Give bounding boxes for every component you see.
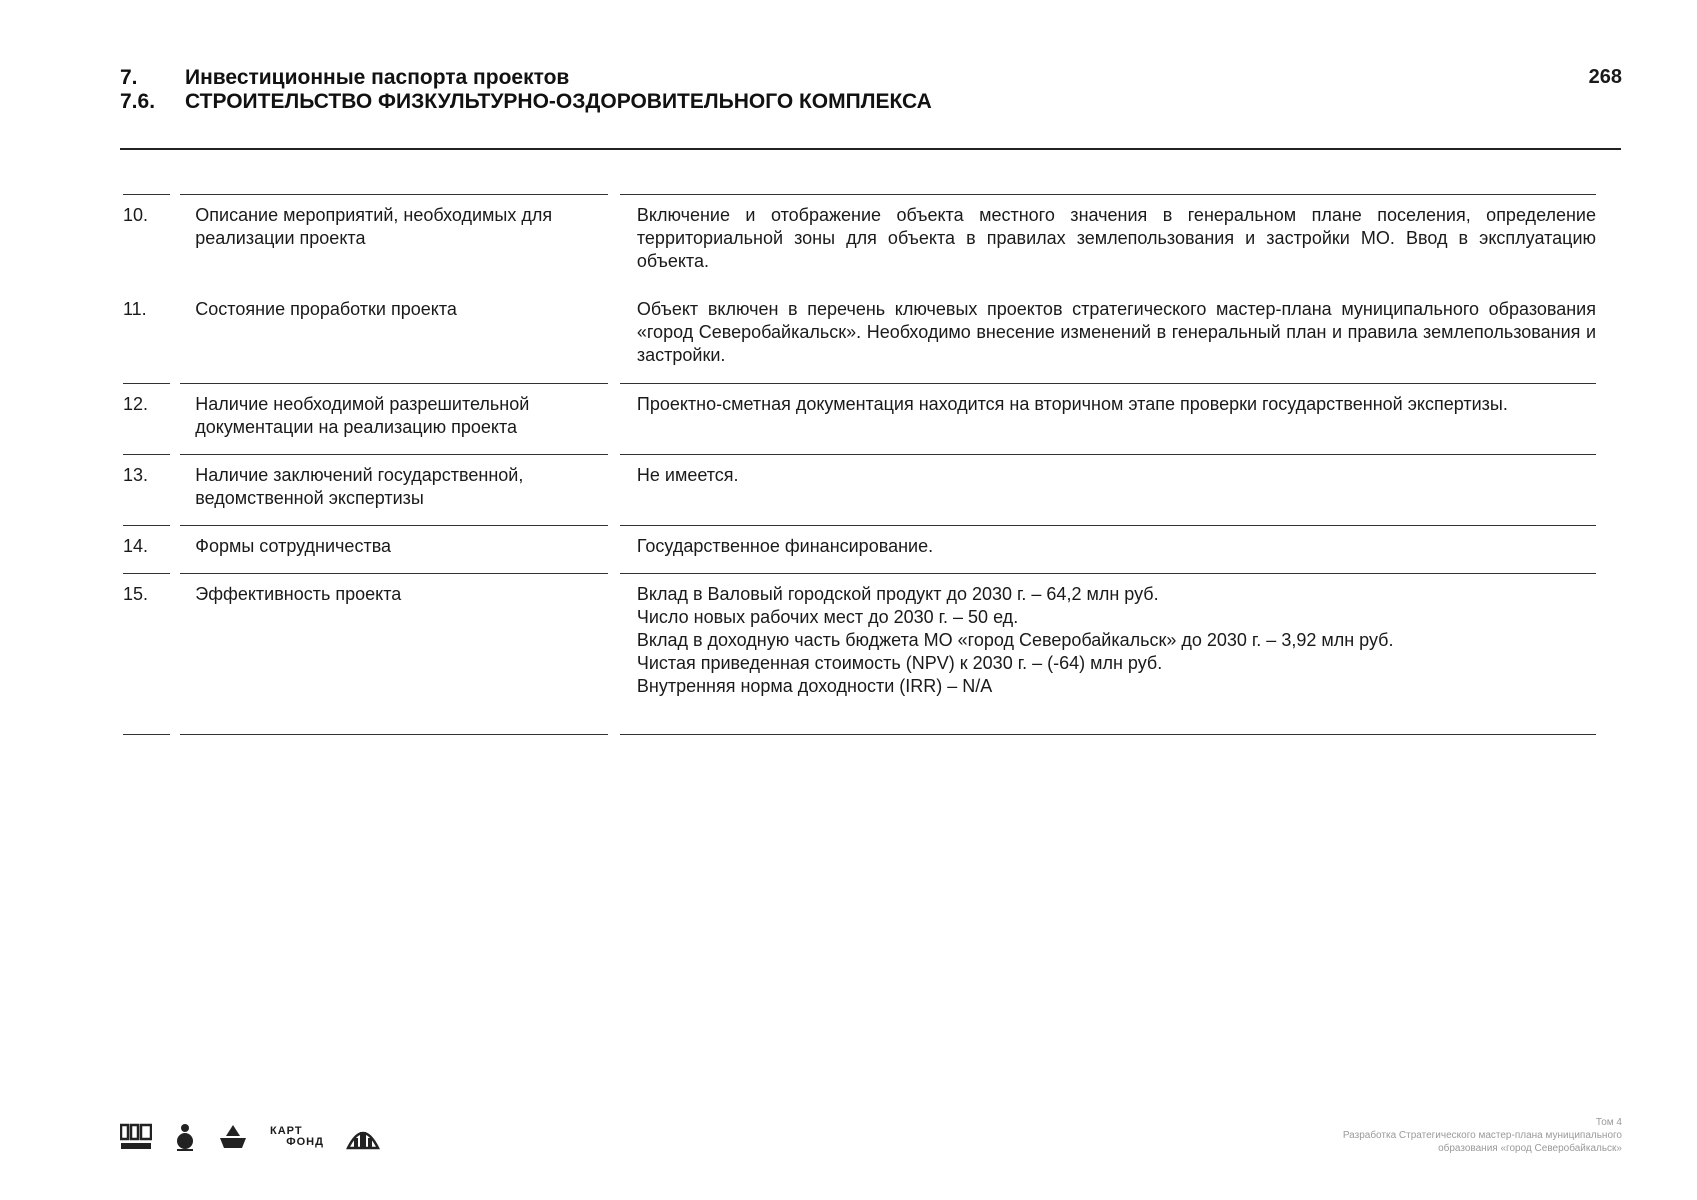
footer-logos: [120, 1122, 380, 1152]
figure-logo-icon: [174, 1122, 196, 1152]
kartfond-line2: ФОНД: [286, 1136, 324, 1148]
section-title: СТРОИТЕЛЬСТВО ФИЗКУЛЬТУРНО-ОЗДОРОВИТЕЛЬНОГО КОМПЛЕКСА: [185, 90, 932, 113]
section-heading: [120, 90, 1620, 114]
row-value: Проектно-сметная документация находится на вторичном этапе проверки государственной экспертизы.: [636, 394, 1508, 414]
row-value: [620, 574, 1596, 698]
boat-logo-icon: [218, 1122, 248, 1152]
row-number: 12.: [123, 394, 149, 414]
page-number: 268: [1588, 66, 1622, 88]
row-value: Включение и отображение объекта местного значения в генеральном плане поселения, определение территориальной зоны для объекта в правилах землепользования и застройки МО. Ввод в эксплуатацию объекта.: [636, 205, 1596, 271]
table-bottom-divider: [123, 734, 1596, 735]
table-row: [123, 574, 1596, 734]
footer-volume: Том 4: [1595, 1117, 1622, 1128]
kartfond-logo-icon: [270, 1126, 324, 1148]
kartfond-line1: КАРТ: [270, 1125, 303, 1137]
table-row: [123, 289, 1596, 383]
row-number: 14.: [123, 536, 149, 556]
table-row: [123, 384, 1596, 454]
row-label: Наличие необходимой разрешительной документации на реализацию проекта: [195, 394, 530, 437]
row-label: Эффективность проекта: [195, 584, 402, 604]
page-header: [120, 66, 1620, 114]
row-label: Состояние проработки проекта: [195, 299, 457, 319]
chapter-number: 7.: [120, 66, 138, 89]
row-label: Формы сотрудничества: [195, 536, 392, 556]
row-value: Государственное финансирование.: [636, 536, 934, 556]
chapter-title: Инвестиционные паспорта проектов: [185, 66, 570, 89]
effectiveness-line: Внутренняя норма доходности (IRR) – N/A: [636, 676, 993, 696]
row-label: Описание мероприятий, необходимых для реализации проекта: [195, 205, 553, 248]
header-divider: [120, 148, 1621, 150]
effectiveness-line: Вклад в Валовый городской продукт до 2030 г. – 64,2 млн руб.: [636, 584, 1159, 604]
effectiveness-line: Вклад в доходную часть бюджета МО «город Северобайкальск» до 2030 г. – 3,92 млн руб.: [636, 630, 1394, 650]
emblem-logo-icon: [346, 1122, 380, 1152]
row-number: 13.: [123, 465, 149, 485]
project-passport-table: [123, 194, 1596, 735]
chapter-heading: [120, 66, 1620, 90]
row-value: Объект включен в перечень ключевых проектов стратегического мастер-плана муниципального образования «город Северобайкальск». Необходимо внесение изменений в генеральный план и правила землепользования и застройки.: [636, 299, 1596, 365]
row-number: 15.: [123, 584, 149, 604]
effectiveness-line: Чистая приведенная стоимость (NPV) к 2030 г. – (-64) млн руб.: [636, 653, 1163, 673]
row-number: 11.: [123, 299, 147, 319]
row-label: Наличие заключений государственной, ведомственной экспертизы: [195, 465, 524, 508]
footer-document-title: Разработка Стратегического мастер-плана муниципального: [1342, 1130, 1622, 1141]
footer-document-subtitle: образования «город Северобайкальск»: [1438, 1143, 1622, 1154]
table-row: [123, 195, 1596, 289]
table-row: [123, 526, 1596, 573]
footer-meta: [1343, 1116, 1622, 1155]
table-row: [123, 455, 1596, 525]
effectiveness-line: Число новых рабочих мест до 2030 г. – 50 ед.: [636, 607, 1019, 627]
dom-logo-icon: [120, 1123, 152, 1151]
row-value: Не имеется.: [636, 465, 739, 485]
section-number: 7.6.: [120, 90, 156, 113]
row-number: 10.: [123, 205, 149, 225]
